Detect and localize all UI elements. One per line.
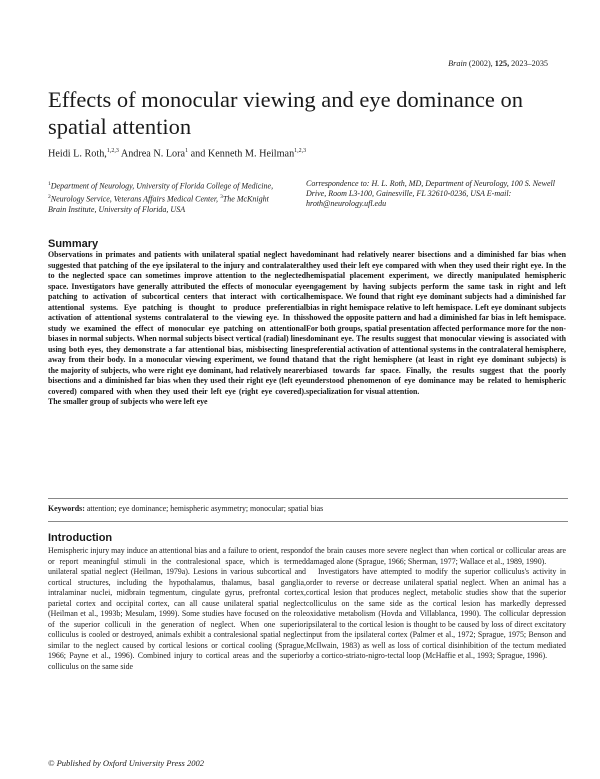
author-connector: and [190,148,206,160]
author-roth: Heidi L. Roth, [48,148,107,160]
copyright-notice: © Published by Oxford University Press 2002 [48,758,204,768]
journal-year: (2002), [468,59,493,68]
summary-text-left: Observations in primates and patients with unilateral spatial neglect have suggested that patching of the eye ipsilateral to the injury and contralateral to the neglected space can sometimes improve attention to the neglected space. Investigators have generally attributed the effects of monocular eye patching to activation of subcortical centers that interact with cortical attentional systems. Eye patching is thought to produce preferential activation of attentional systems contralateral to the viewing eye. In this study we examined the effect of monocular eye patching on attentional biases in normal subjects. When normal subjects bisect vertical (radial) lines using both eyes, they demonstrate a far attentional bias, misbisecting lines away from their body. In a monocular viewing experiment, we found that the majority of subjects, who were right eye dominant, had relatively nearer bisections and a diminished far bias when they used their right eye (left eye covered) compared with when they used their left eye (right eye covered). The smaller group of subjects who were left eye [48,250,306,407]
journal-volume: 125, [494,59,510,68]
keywords-line [48,504,568,513]
affiliation-3: The McKnight Brain Institute, University of Florida, USA [48,194,269,214]
introduction-heading: Introduction [48,532,113,544]
keywords-label: Keywords: [48,504,85,513]
journal-name: Brain [448,59,467,68]
divider-top [48,498,568,499]
correspondence-block: Correspondence to: H. L. Roth, MD, Department of Neurology, 100 S. Newell Drive, Room L3-100, Gainesville, FL 32610-0236, USA E-mail: hroth@neurology.ufl.edu [306,179,555,209]
journal-pages: 2023–2035 [511,59,548,68]
affiliation-2: Neurology Service, Veterans Affairs Medical Center, [50,194,219,204]
affiliations [48,179,280,215]
author-heilman-affiliation: 1,2,3 [294,148,307,154]
affiliation-1: Department of Neurology, University of Florida College of Medicine, [50,181,274,191]
affiliation-marker-3: 3 [220,193,223,200]
introduction-paragraph-1: Hemispheric injury may induce an attentional bias and a failure to orient, respond or report meaningful stimuli in the contralesional space, which is termed unilateral spatial neglect (Heilman, 1979a). Lesions in various subcortical and cortical structures, including the hypothalamus, thalamus, basal ganglia, intralaminar nuclei, midbrain tegmentum, cingulate gyrus, prefrontal cortex, parietal cortex and occipital cortex, can all cause unilateral spatial neglect (Heilman et al., 1993b; Mesulam, 1999). Some studies have focused on the role of the superior colliculi in the generation of neglect. When one superior colliculus is cooled or destroyed, animals exhibit a contralesional spatial neglect similar to the neglect caused by cortical lesions or cortical cooling (Sprague, 1966; Payne et al., 1996). Combined injury to cortical areas and the superior colliculus on the same side [48,546,306,671]
introduction-paragraph-2: Investigators have attempted to modify the superior colliculus's activity in order to reverse or decrease unilateral spatial neglect. When an animal has a cortical lesion that produces neglect, metabolic studies show that the superior colliculus on the same side as the cortical lesion has markedly depressed oxidative metabolism (Hovda and Villablanca, 1990). The collicular depression ipsilateral to the cortical lesion is thought to be caused by loss of direct excitatory input from the ipsilateral cortex (Palmer et al., 1972; Sprague, 1975; Benson and McIlwain, 1983) as well as loss of cortical disinhibition of the tectum mediated by a cortico-striato-nigro-tectal loop (McHaffie et al., 1993; Sprague, 1996). [306,567,566,660]
divider-bottom [48,521,568,522]
introduction-paragraph-1-continued: of the brain causes more severe neglect than when cortical or collicular areas are damaged alone (Sprague, 1966; Sherman, 1977; Wallace et al., 1989, 1990). [306,546,566,566]
author-lora: Andrea N. Lora [120,148,186,160]
author-heilman: Kenneth M. Heilman [207,148,295,160]
keywords-text: attention; eye dominance; hemispheric asymmetry; monocular; spatial bias [86,504,324,513]
summary-heading: Summary [48,238,99,250]
journal-citation [448,59,548,68]
introduction-text-left [48,546,306,672]
affiliation-marker-1: 1 [48,181,51,187]
author-roth-affiliation: 1,2,3 [106,148,119,154]
author-list [48,148,306,159]
affiliation-marker-2: 2 [48,193,51,200]
introduction-text-right [306,546,566,662]
author-lora-affiliation: 1 [185,148,189,154]
article-title: Effects of monocular viewing and eye dominance on spatial attention [48,87,524,139]
summary-text-right: dominant had relatively nearer bisections and a diminished far bias when they used their left eye compared with when they used their right eye. In the hemispatial placement experiment, we directly manipulated hemispheric engagement by having subjects perform the same task in right and left hemispace. We found that right eye dominant subjects had a diminished far bias in right hemispace relative to left hemispace. Left eye dominant subjects showed the opposite pattern and had a diminished far bias in left hemispace. For both groups, spatial presentation affected performance more for the non-dominant eye. The results suggest that monocular viewing is associated with preferential activation of attentional systems in the contralateral hemisphere, and that the right hemisphere (at least in right eye dominant subjects) is biased towards far space. Finally, the results suggest that the poorly understood phenomenon of eye dominance may be related to hemispheric specialization for visual attention. [306,250,566,396]
